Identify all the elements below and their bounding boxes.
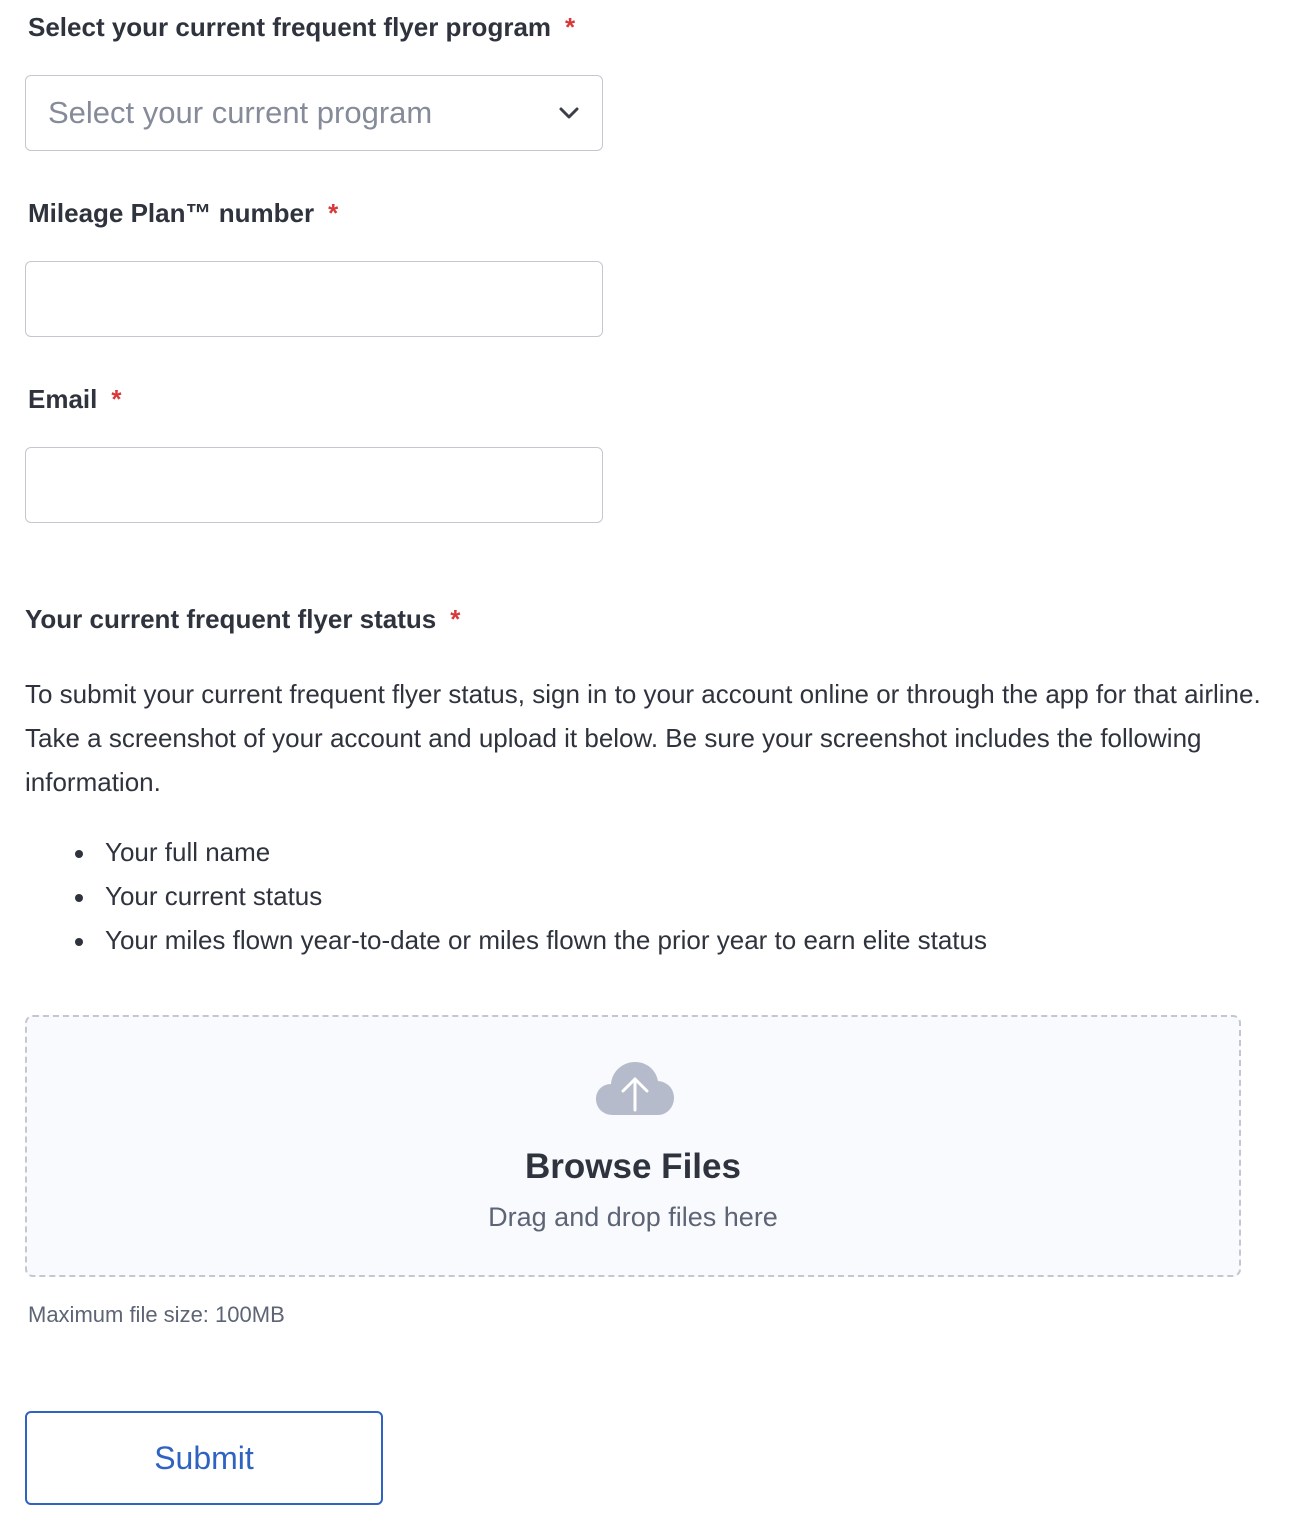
mileage-label — [28, 198, 338, 229]
list-item-text: Your full name — [105, 837, 271, 867]
program-select-placeholder: Select your current program — [48, 95, 433, 130]
requirements-list — [25, 830, 987, 962]
list-item — [25, 874, 987, 918]
max-file-size-note: Maximum file size: 100MB — [28, 1302, 285, 1327]
list-item — [25, 918, 987, 962]
list-item-text: Your current status — [105, 881, 323, 911]
required-mark: * — [328, 198, 339, 228]
browse-files-title: Browse Files — [525, 1147, 741, 1186]
email-field-box — [25, 447, 603, 523]
program-label-text: Select your current frequent flyer program — [28, 12, 552, 42]
mileage-label-text: Mileage Plan™ number — [28, 198, 315, 228]
mileage-number-input[interactable] — [26, 262, 602, 336]
file-dropzone[interactable] — [25, 1015, 1241, 1277]
status-instructions: To submit your current frequent flyer status, sign in to your account online or through the app for that airline. Take a screenshot of your account and upload it below. Be sure your screenshot includes the following information. — [25, 679, 1261, 797]
email-input[interactable] — [26, 448, 602, 522]
bullet-icon — [75, 894, 83, 902]
program-select[interactable] — [25, 75, 603, 151]
required-mark: * — [565, 12, 576, 42]
email-label-text: Email — [28, 384, 98, 414]
chevron-down-icon — [558, 102, 580, 124]
program-label — [28, 12, 575, 43]
dropzone-hint: Drag and drop files here — [488, 1202, 778, 1232]
required-mark: * — [111, 384, 122, 414]
list-item — [25, 830, 987, 874]
status-title-text: Your current frequent flyer status — [25, 604, 437, 634]
bullet-icon — [75, 850, 83, 858]
submit-button[interactable]: Submit — [25, 1411, 383, 1505]
cloud-upload-icon — [595, 1061, 675, 1122]
status-section-title — [25, 604, 460, 635]
list-item-text: Your miles flown year-to-date or miles flown the prior year to earn elite status — [105, 925, 987, 955]
mileage-field-box — [25, 261, 603, 337]
required-mark: * — [450, 604, 461, 634]
bullet-icon — [75, 938, 83, 946]
email-label — [28, 384, 122, 415]
